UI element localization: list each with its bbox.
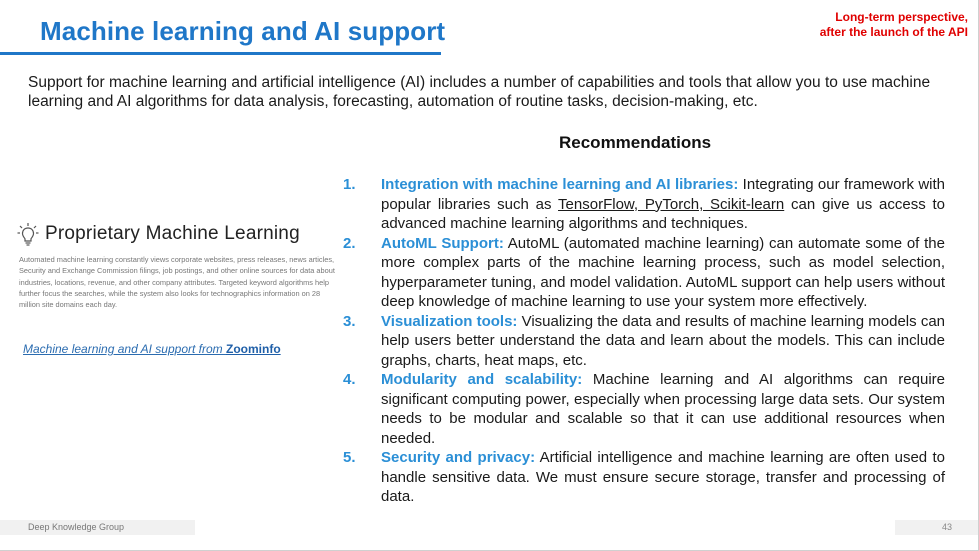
item-number: 3. [343, 312, 356, 330]
item-number: 5. [343, 449, 356, 466]
promo-header [17, 222, 335, 246]
recommendation-item [340, 448, 945, 507]
item-text: Machine learning and AI algorithms can require significant computing power, especially when processing large data sets. Our system needs to be modular and scalable so that it can use additional resources when needed. [381, 371, 945, 447]
intro-paragraph: Support for machine learning and artificial intelligence (AI) includes a number of capabilities and tools that allow you to use machine learning and AI algorithms for data analysis, forecasting, automation of routine tasks, decision-making, etc. [28, 74, 931, 110]
item-number: 2. [343, 234, 356, 252]
tag-line-2: after the launch of the API [819, 25, 968, 39]
recommendation-item [340, 370, 945, 448]
slide-title: Machine learning and AI support [40, 16, 446, 46]
lightbulb-icon [17, 222, 39, 246]
recommendation-item [340, 234, 945, 312]
promo-card [17, 222, 335, 310]
promo-title: Proprietary Machine Learning [45, 223, 300, 244]
item-number: 4. [343, 371, 356, 388]
item-text: Artificial intelligence and machine learning are often used to handle sensitive data. We must ensure secure storage, transfer and processing of data. [381, 449, 945, 505]
item-label: Modularity and scalability: [381, 371, 583, 388]
item-label: Integration with machine learning and AI libraries: [381, 176, 739, 193]
perspective-tag [820, 10, 968, 40]
page-number: 43 [895, 520, 979, 535]
item-label: AutoML Support: [381, 234, 504, 252]
title-underline [0, 52, 441, 55]
promo-description: Automated machine learning constantly views corporate websites, press releases, news articles, Security and Exchange Commission filings, job postings, and other online sources for data about industries, locations, revenue, and other company attributes. Targeted keyword algorithms help further focus the searches, while the system also looks for technographics information on 28 million site domains each day. [19, 255, 335, 310]
libraries-link[interactable]: TensorFlow, PyTorch, Scikit-learn [558, 195, 785, 213]
item-text: AutoML (automated machine learning) can automate some of the more complex parts of the machine learning process, such as model selection, hyperparameter tuning, and model validation. AutoML support can help users without deep knowledge of machine learning to use your system more effectively. [381, 234, 945, 310]
recommendations-heading: Recommendations [559, 133, 712, 152]
item-text: Integrating our framework with popular libraries such as [381, 176, 946, 213]
recommendation-item [340, 312, 945, 371]
link-brand-text[interactable]: Zoominfo [226, 342, 281, 356]
item-label: Visualization tools: [381, 312, 518, 330]
recommendations-list [340, 175, 945, 507]
tag-line-1: Long-term perspective, [835, 10, 968, 24]
item-text: can give us access to advanced machine learning algorithms and techniques. [381, 195, 946, 232]
zoominfo-link[interactable] [23, 342, 281, 356]
footer-company: Deep Knowledge Group [0, 520, 195, 535]
link-lead-text[interactable]: Machine learning and AI support from [23, 342, 226, 356]
item-label: Security and privacy: [381, 449, 536, 466]
recommendation-item [340, 175, 945, 234]
item-text: Visualizing the data and results of machine learning models can help users better understand the data and learn about the models. This can include graphs, charts, heat maps, etc. [381, 312, 945, 369]
item-number: 1. [343, 176, 356, 193]
